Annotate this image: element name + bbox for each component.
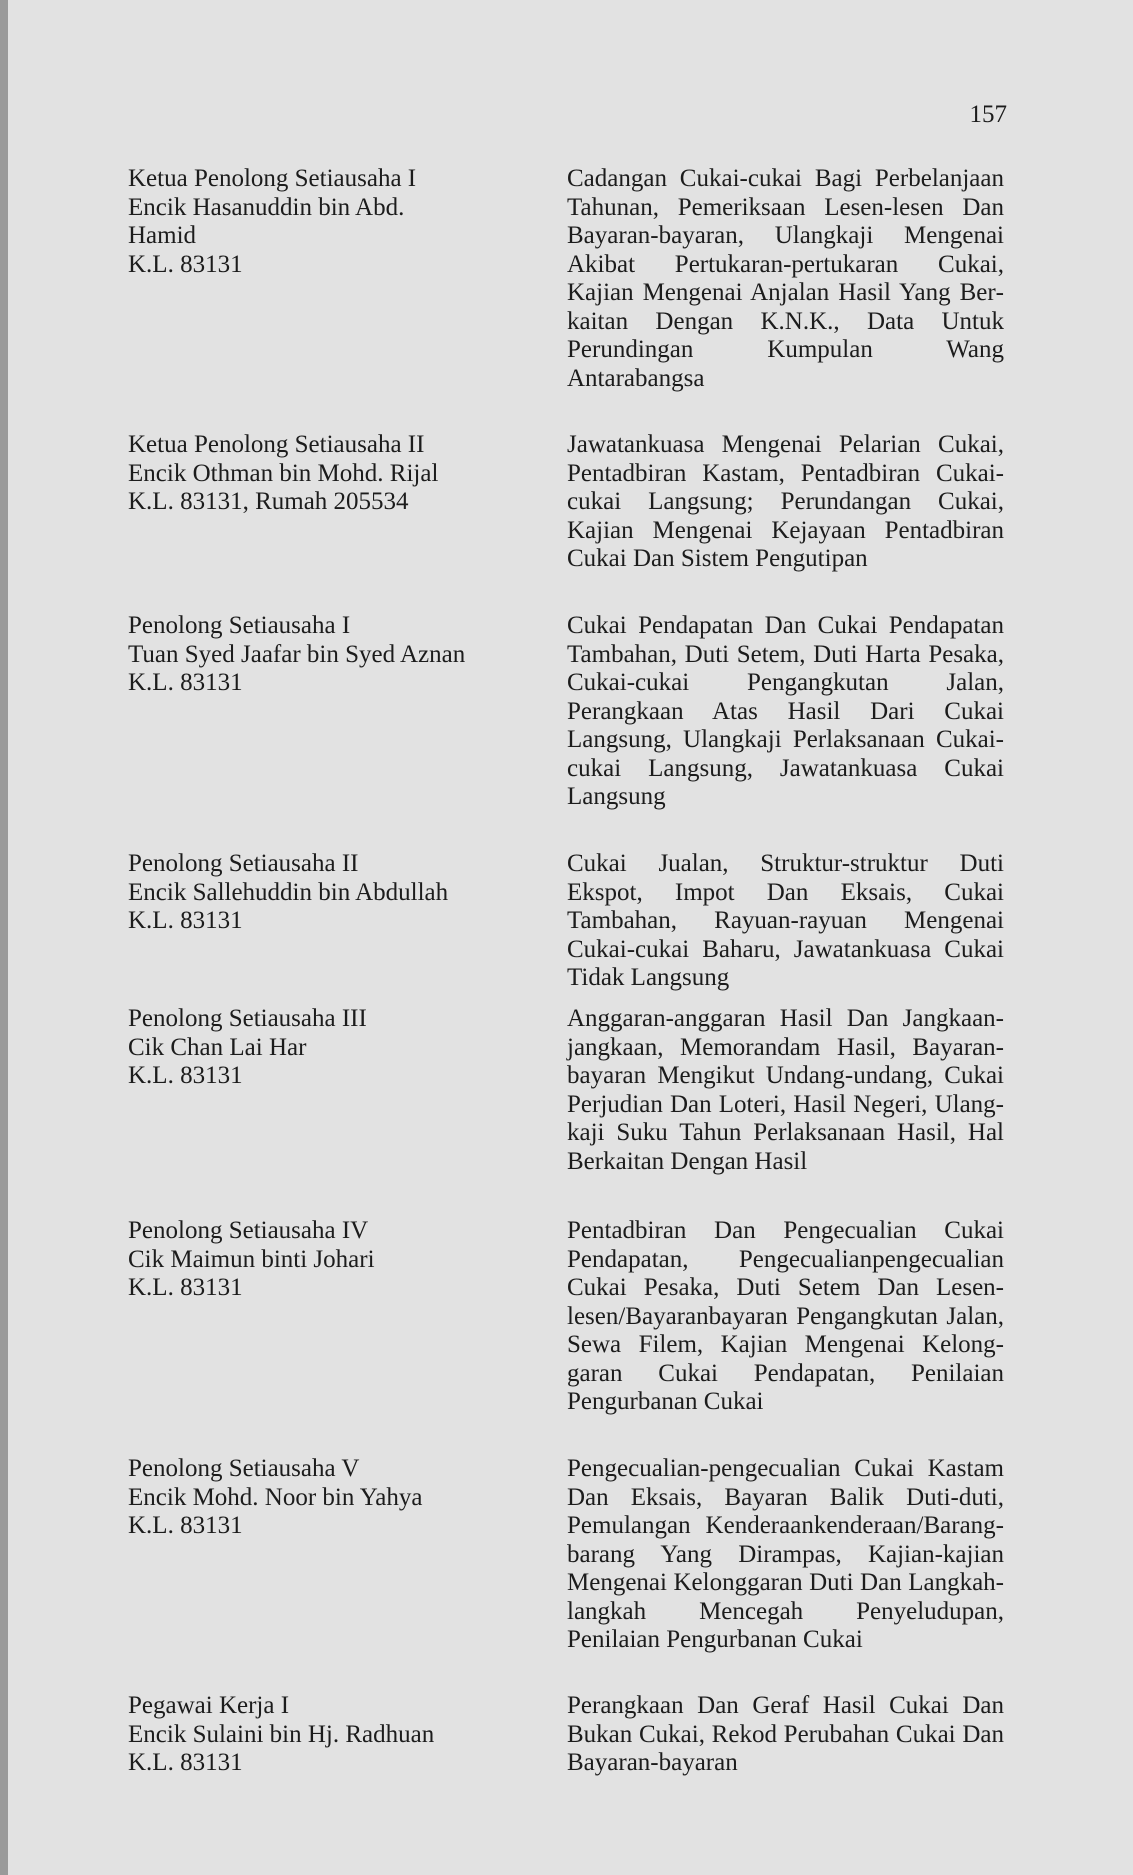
duties-text: Perangkaan Dan Geraf Hasil Cukai Dan Bukan Cukai, Rekod Perubahan Cukai Dan Bayaran-bayaran xyxy=(567,1692,1004,1776)
officer-contact: K.L. 83131 xyxy=(128,669,243,696)
duties-text: Anggaran-anggaran Hasil Dan Jangkaan-jangkaan, Memorandam Hasil, Bayaran-bayaran Mengikut Undang-undang, Cukai Perjudian Dan Loteri, Hasil Negeri, Ulangkaji Suku Tahun Perlaksanaan Hasil, Hal Berkaitan Dengan Hasil xyxy=(567,1005,1004,1175)
officer-contact: K.L. 83131 xyxy=(128,250,243,278)
officer-block xyxy=(128,431,548,517)
officer-title: Penolong Setiausaha V xyxy=(128,1455,360,1482)
duties-text: Pengecualian-pengecualian Cukai Kastam Dan Eksais, Bayaran Balik Duti-duti, Pemulangan Kenderaankenderaan/Barang-barang Yang Dirampas, Kajian-kajian Mengenai Kelonggaran Duti Dan Langkahlangkah Mencegah Penyeludupan, Penilaian Pengurbanan Cukai xyxy=(567,1455,1004,1653)
officer-title: Penolong Setiausaha II xyxy=(128,850,359,877)
officer-contact: K.L. 83131 xyxy=(128,1749,243,1776)
officer-name: Encik Othman bin Mohd. Rijal xyxy=(128,459,439,487)
officer-name: Encik Sallehuddin bin Abdullah xyxy=(128,878,449,906)
officer-name: Encik Mohd. Noor bin Yahya xyxy=(128,1483,423,1511)
duties-text: Cukai Jualan, Struktur-struktur Duti Ekspot, Impot Dan Eksais, Cukai Tambahan, Rayuan-rayuan Mengenai Cukai-cukai Baharu, Jawatankuasa Cukai Tidak Langsung xyxy=(567,850,1004,991)
duties-text: Jawatankuasa Mengenai Pelarian Cukai, Pentadbiran Kastam, Pentadbiran Cukai-cukai Langsung; Perundangan Cukai, Kajian Mengenai Kejayaan Pentadbiran Cukai Dan Sistem Pengutipan xyxy=(567,431,1004,572)
officer-title: Penolong Setiausaha IV xyxy=(128,1217,369,1244)
officer-name: Encik Hasanuddin bin Abd. xyxy=(128,193,405,221)
duties-text: Pentadbiran Dan Pengecualian Cukai Pendapatan, Pengecualianpengecualian Cukai Pesaka, Duti Setem Dan Lesen-lesen/Bayaranbayaran Pengangkutan Jalan, Sewa Filem, Kajian Mengenai Kelonggaran Cukai Pendapatan, Penilaian Pengurbanan Cukai xyxy=(567,1217,1004,1415)
duties-text: Cukai Pendapatan Dan Cukai Pendapatan Tambahan, Duti Setem, Duti Harta Pesaka, Cukai-cukai Pengangkutan Jalan, Perangkaan Atas Hasil Dari Cukai Langsung, Ulangkaji Perlaksanaan Cukaicukai Langsung, Jawatankuasa Cukai Langsung xyxy=(567,612,1004,810)
officer-title: Pegawai Kerja I xyxy=(128,1692,290,1719)
officer-contact: K.L. 83131 xyxy=(128,1062,243,1089)
officer-block xyxy=(128,612,548,698)
page-binding-edge xyxy=(0,0,8,1875)
officer-name: Cik Maimun binti Johari xyxy=(128,1245,375,1273)
officer-block xyxy=(128,1005,548,1091)
page-number: 157 xyxy=(969,101,1007,128)
officer-name: Tuan Syed Jaafar bin Syed Aznan xyxy=(128,640,466,668)
officer-contact: K.L. 83131, Rumah 205534 xyxy=(128,488,409,515)
officer-block xyxy=(128,850,548,936)
officer-block xyxy=(128,165,548,279)
duties-text: Cadangan Cukai-cukai Bagi Perbelanjaan Tahunan, Pemeriksaan Lesen-lesen Dan Bayaran-bayaran, Ulangkaji Mengenai Akibat Pertukaran-pertukaran Cukai, Kajian Mengenai Anjalan Hasil Yang Berkaitan Dengan K.N.K., Data Untuk Perundingan Kumpulan Wang Antarabangsa xyxy=(567,165,1004,392)
officer-title: Ketua Penolong Setiausaha I xyxy=(128,165,417,192)
officer-title: Penolong Setiausaha I xyxy=(128,612,351,639)
officer-name-continued: Hamid xyxy=(128,222,197,249)
officer-name: Cik Chan Lai Har xyxy=(128,1033,307,1061)
officer-title: Ketua Penolong Setiausaha II xyxy=(128,431,425,458)
officer-contact: K.L. 83131 xyxy=(128,907,243,934)
officer-block xyxy=(128,1455,548,1541)
officer-block xyxy=(128,1217,548,1303)
officer-name: Encik Sulaini bin Hj. Radhuan xyxy=(128,1720,435,1748)
officer-contact: K.L. 83131 xyxy=(128,1512,243,1539)
officer-block xyxy=(128,1692,548,1778)
officer-contact: K.L. 83131 xyxy=(128,1274,243,1301)
officer-title: Penolong Setiausaha III xyxy=(128,1005,367,1032)
